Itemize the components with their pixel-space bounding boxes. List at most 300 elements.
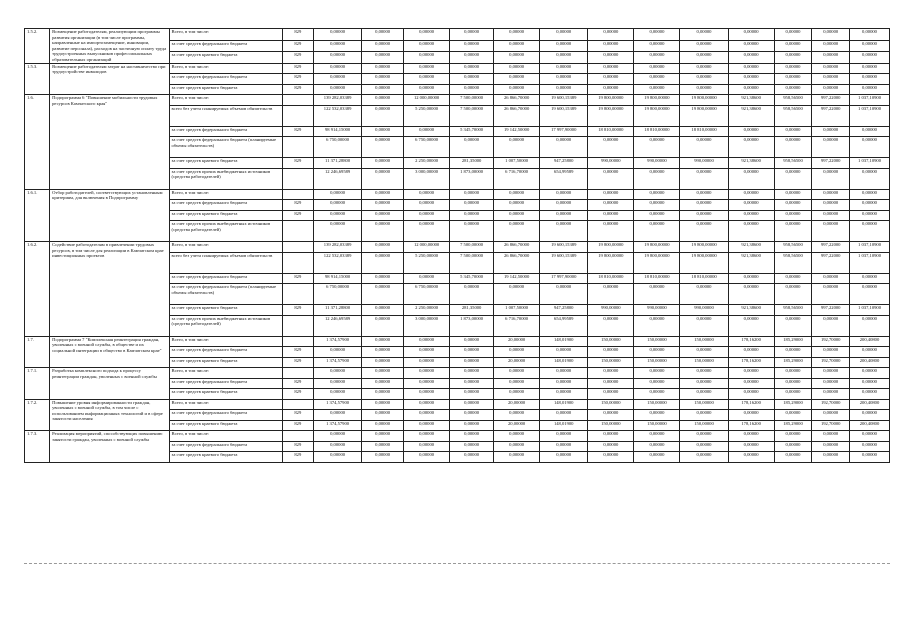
amount-cell: 19 600,15389 (540, 95, 588, 106)
budget-code (282, 368, 313, 379)
amount-cell: 0,00000 (494, 40, 540, 52)
amount-cell: 185,29000 (774, 336, 812, 347)
amount-cell: 19 800,00000 (634, 242, 680, 253)
amount-cell: 26 866,70000 (494, 252, 540, 273)
amount-cell: 18 810,00000 (634, 126, 680, 137)
amount-cell: 0,00000 (774, 389, 812, 400)
amount-cell: 0,00000 (728, 63, 774, 74)
amount-cell: 18 810,00000 (588, 126, 634, 137)
amount-cell: 0,00000 (634, 137, 680, 158)
amount-cell: 2 250,00000 (404, 305, 450, 316)
budget-code: 829 (282, 378, 313, 389)
amount-cell: 0,00000 (728, 40, 774, 52)
amount-cell: 0,00000 (812, 452, 850, 463)
funding-source: за счет средств федерального бюджета (169, 378, 282, 389)
amount-cell: 0,00000 (774, 40, 812, 52)
budget-code (282, 315, 313, 336)
amount-cell: 0,00000 (450, 200, 494, 211)
amount-cell: 6 750,00000 (314, 284, 362, 305)
funding-source: за счет средств федерального бюджета (планируемые объемы обязательств) (169, 284, 282, 305)
amount-cell: 18 810,00000 (634, 273, 680, 284)
amount-cell: 0,00000 (450, 347, 494, 358)
amount-cell: 0,00000 (494, 441, 540, 452)
amount-cell: 921,38600 (728, 105, 774, 126)
funding-source: Всего, в том числе: (169, 63, 282, 74)
item-name: Разработка комплексного подхода к процессу реинтеграции граждан, уволенных с военной службы (50, 368, 169, 400)
funding-source: Всего, в том числе: (169, 29, 282, 41)
amount-cell: 0,00000 (680, 347, 728, 358)
amount-cell: 997,22000 (812, 305, 850, 316)
amount-cell: 947,25800 (540, 158, 588, 169)
budget-code: 829 (282, 420, 313, 431)
amount-cell: 0,00000 (774, 74, 812, 85)
amount-cell: 0,00000 (588, 431, 634, 442)
amount-cell: 0,00000 (588, 315, 634, 336)
amount-cell: 0,00000 (404, 74, 450, 85)
budget-code: 829 (282, 52, 313, 64)
funding-source: за счет средств прочих внебюджетных источников (средства работодателей) (169, 168, 282, 189)
budget-table-page (24, 28, 890, 463)
amount-cell: 19 800,00000 (680, 252, 728, 273)
amount-cell: 0,00000 (812, 63, 850, 74)
amount-cell: 921,38600 (728, 252, 774, 273)
amount-cell: 12 246,69589 (314, 168, 362, 189)
amount-cell: 0,00000 (728, 29, 774, 41)
amount-cell: 0,00000 (728, 452, 774, 463)
amount-cell: 0,00000 (404, 357, 450, 368)
amount-cell: 0,00000 (450, 389, 494, 400)
table-row (25, 189, 890, 200)
amount-cell: 0,00000 (634, 84, 680, 95)
amount-cell: 0,00000 (588, 84, 634, 95)
amount-cell: 0,00000 (450, 221, 494, 242)
amount-cell: 0,00000 (494, 452, 540, 463)
amount-cell: 0,00000 (540, 189, 588, 200)
amount-cell: 19 800,00000 (588, 105, 634, 126)
amount-cell: 98 914,15000 (314, 273, 362, 284)
amount-cell: 0,00000 (450, 420, 494, 431)
amount-cell: 0,00000 (362, 242, 404, 253)
amount-cell: 26 866,70000 (494, 105, 540, 126)
amount-cell: 0,00000 (450, 368, 494, 379)
amount-cell: 0,00000 (540, 29, 588, 41)
funding-source: за счет средств краевого бюджета (169, 210, 282, 221)
amount-cell: 997,22000 (812, 158, 850, 169)
amount-cell: 0,00000 (362, 273, 404, 284)
amount-cell: 0,00000 (728, 389, 774, 400)
amount-cell: 0,00000 (634, 347, 680, 358)
amount-cell: 0,00000 (774, 84, 812, 95)
amount-cell: 19 800,00000 (588, 252, 634, 273)
amount-cell: 0,00000 (812, 84, 850, 95)
amount-cell: 0,00000 (588, 52, 634, 64)
funding-source: за счет средств краевого бюджета (169, 389, 282, 400)
amount-cell: 0,00000 (404, 420, 450, 431)
amount-cell: 20,00000 (494, 399, 540, 410)
item-code: 1.6. (25, 95, 50, 190)
amount-cell: 6 716,70000 (494, 168, 540, 189)
amount-cell: 0,00000 (850, 74, 890, 85)
amount-cell: 0,00000 (450, 40, 494, 52)
amount-cell: 0,00000 (680, 410, 728, 421)
amount-cell: 150,00000 (680, 336, 728, 347)
budget-code (282, 168, 313, 189)
amount-cell: 0,00000 (850, 63, 890, 74)
amount-cell: 0,00000 (362, 368, 404, 379)
amount-cell: 19 800,00000 (634, 95, 680, 106)
amount-cell: 200,40800 (850, 357, 890, 368)
amount-cell: 921,38600 (728, 242, 774, 253)
funding-source: за счет средств федерального бюджета (169, 410, 282, 421)
amount-cell: 0,00000 (850, 189, 890, 200)
amount-cell: 0,00000 (540, 378, 588, 389)
amount-cell: 997,22000 (812, 242, 850, 253)
amount-cell: 0,00000 (774, 137, 812, 158)
amount-cell: 0,00000 (588, 137, 634, 158)
amount-cell: 0,00000 (362, 357, 404, 368)
amount-cell: 150,00000 (680, 420, 728, 431)
amount-cell: 958,56500 (774, 305, 812, 316)
amount-cell: 6 750,00000 (314, 137, 362, 158)
amount-cell: 0,00000 (774, 52, 812, 64)
amount-cell: 0,00000 (588, 200, 634, 211)
budget-code: 829 (282, 40, 313, 52)
budget-code: 829 (282, 126, 313, 137)
amount-cell: 0,00000 (362, 378, 404, 389)
amount-cell: 0,00000 (450, 441, 494, 452)
amount-cell: 1 007,50000 (494, 305, 540, 316)
amount-cell: 0,00000 (450, 284, 494, 305)
amount-cell: 0,00000 (850, 410, 890, 421)
table-row (25, 63, 890, 74)
item-code: 1.7.2. (25, 399, 50, 431)
amount-cell: 0,00000 (404, 210, 450, 221)
amount-cell: 0,00000 (728, 347, 774, 358)
amount-cell: 0,00000 (362, 40, 404, 52)
amount-cell: 0,00000 (634, 52, 680, 64)
item-name: Подпрограмма 7 "Комплексная реинтеграция граждан, уволенных с военной службы, в обществе и их социальной интеграции в общество в Камчатском крае" (50, 336, 169, 368)
amount-cell: 1 037,10900 (850, 105, 890, 126)
amount-cell: 0,00000 (680, 315, 728, 336)
amount-cell: 0,00000 (812, 431, 850, 442)
amount-cell: 0,00000 (812, 368, 850, 379)
amount-cell: 1 037,10900 (850, 242, 890, 253)
amount-cell: 0,00000 (728, 368, 774, 379)
amount-cell: 5 250,00000 (404, 252, 450, 273)
amount-cell: 0,00000 (362, 95, 404, 106)
amount-cell: 0,00000 (588, 210, 634, 221)
amount-cell: 0,00000 (450, 137, 494, 158)
amount-cell: 150,00000 (634, 336, 680, 347)
amount-cell: 0,00000 (728, 410, 774, 421)
amount-cell: 0,00000 (850, 452, 890, 463)
amount-cell: 20,00000 (494, 336, 540, 347)
amount-cell: 0,00000 (362, 420, 404, 431)
amount-cell: 281,35000 (450, 305, 494, 316)
amount-cell: 0,00000 (850, 378, 890, 389)
amount-cell: 150,00000 (634, 420, 680, 431)
funding-source: за счет средств краевого бюджета (169, 158, 282, 169)
budget-code (282, 242, 313, 253)
amount-cell: 0,00000 (314, 40, 362, 52)
amount-cell: 0,00000 (588, 378, 634, 389)
amount-cell: 0,00000 (634, 284, 680, 305)
amount-cell: 19 600,15389 (540, 252, 588, 273)
amount-cell: 19 800,00000 (680, 105, 728, 126)
amount-cell: 0,00000 (450, 210, 494, 221)
amount-cell: 178,16200 (728, 420, 774, 431)
item-name: Реализация мероприятий, способствующих повышению занятости граждан, уволенных с военной службы (50, 431, 169, 463)
amount-cell: 0,00000 (680, 452, 728, 463)
amount-cell: 0,00000 (634, 40, 680, 52)
amount-cell: 0,00000 (404, 452, 450, 463)
amount-cell: 0,00000 (494, 74, 540, 85)
amount-cell: 0,00000 (634, 410, 680, 421)
funding-source: Всего, в том числе: (169, 336, 282, 347)
funding-source: Всего, в том числе: (169, 431, 282, 442)
amount-cell: 17 997,90000 (540, 126, 588, 137)
funding-source: за счет средств федерального бюджета (169, 441, 282, 452)
amount-cell: 0,00000 (494, 137, 540, 158)
amount-cell: 0,00000 (540, 40, 588, 52)
amount-cell: 0,00000 (680, 210, 728, 221)
amount-cell: 0,00000 (812, 284, 850, 305)
amount-cell: 0,00000 (450, 189, 494, 200)
amount-cell: 19 142,50000 (494, 273, 540, 284)
amount-cell: 0,00000 (728, 137, 774, 158)
amount-cell: 0,00000 (774, 368, 812, 379)
amount-cell: 19 800,00000 (634, 105, 680, 126)
amount-cell: 19 800,00000 (588, 95, 634, 106)
amount-cell: 997,22000 (812, 95, 850, 106)
amount-cell: 0,00000 (774, 126, 812, 137)
amount-cell: 0,00000 (404, 431, 450, 442)
funding-source: Всего, в том числе: (169, 399, 282, 410)
budget-code: 829 (282, 84, 313, 95)
amount-cell: 5 345,70000 (450, 273, 494, 284)
amount-cell: 0,00000 (404, 441, 450, 452)
budget-code: 829 (282, 305, 313, 316)
amount-cell: 0,00000 (404, 410, 450, 421)
amount-cell: 17 997,90000 (540, 273, 588, 284)
amount-cell: 0,00000 (362, 252, 404, 273)
amount-cell: 0,00000 (812, 29, 850, 41)
amount-cell: 0,00000 (774, 378, 812, 389)
amount-cell: 1 037,10900 (850, 305, 890, 316)
amount-cell: 0,00000 (314, 378, 362, 389)
amount-cell: 0,00000 (728, 52, 774, 64)
amount-cell: 958,56500 (774, 95, 812, 106)
amount-cell: 990,00000 (634, 305, 680, 316)
amount-cell: 19 600,15389 (540, 105, 588, 126)
amount-cell: 0,00000 (812, 347, 850, 358)
budget-code: 829 (282, 347, 313, 358)
budget-code: 829 (282, 441, 313, 452)
amount-cell: 0,00000 (494, 284, 540, 305)
budget-table-body (25, 29, 890, 463)
amount-cell: 1 007,50000 (494, 158, 540, 169)
item-code: 1.6.2. (25, 242, 50, 337)
item-name: Возмещение работодателям, реализующим программы развития организации (в том числе программы, направленные на импортозамещение, инновации, развитие персонала), расходов на частичную оплату труда трудоустроенных выпускников профессиональных образовательных организаций (50, 29, 169, 64)
amount-cell: 0,00000 (362, 284, 404, 305)
amount-cell: 0,00000 (362, 305, 404, 316)
item-code: 1.5.2. (25, 29, 50, 64)
amount-cell: 0,00000 (494, 189, 540, 200)
amount-cell: 0,00000 (634, 200, 680, 211)
amount-cell: 0,00000 (362, 74, 404, 85)
budget-code: 829 (282, 273, 313, 284)
amount-cell: 178,16200 (728, 399, 774, 410)
amount-cell: 0,00000 (588, 410, 634, 421)
amount-cell: 0,00000 (812, 273, 850, 284)
amount-cell: 200,40800 (850, 420, 890, 431)
item-code: 1.7.1. (25, 368, 50, 400)
amount-cell: 958,56500 (774, 242, 812, 253)
amount-cell: 0,00000 (540, 210, 588, 221)
funding-source: Всего, в том числе: (169, 368, 282, 379)
amount-cell: 0,00000 (540, 368, 588, 379)
budget-code (282, 189, 313, 200)
amount-cell: 0,00000 (588, 189, 634, 200)
item-name: Повышение уровня информированности граждан, уволенных с военной службы, в том числе с использованием информационных технологий и в сфере занятости населения (50, 399, 169, 431)
table-row (25, 336, 890, 347)
amount-cell: 0,00000 (314, 431, 362, 442)
funding-source: всего без учета планируемых объемов обязательств (169, 252, 282, 273)
amount-cell: 26 866,70000 (494, 242, 540, 253)
amount-cell: 0,00000 (314, 389, 362, 400)
amount-cell: 178,16200 (728, 357, 774, 368)
amount-cell: 0,00000 (450, 452, 494, 463)
amount-cell: 0,00000 (314, 347, 362, 358)
amount-cell: 0,00000 (812, 210, 850, 221)
amount-cell: 3 000,00000 (404, 315, 450, 336)
amount-cell: 0,00000 (850, 441, 890, 452)
amount-cell: 0,00000 (450, 410, 494, 421)
amount-cell: 0,00000 (774, 189, 812, 200)
amount-cell: 98 914,15000 (314, 126, 362, 137)
amount-cell: 0,00000 (728, 315, 774, 336)
amount-cell: 0,00000 (774, 210, 812, 221)
amount-cell: 2 250,00000 (404, 158, 450, 169)
amount-cell: 0,00000 (404, 63, 450, 74)
amount-cell: 122 532,03389 (314, 252, 362, 273)
amount-cell: 200,40800 (850, 336, 890, 347)
amount-cell: 0,00000 (774, 168, 812, 189)
amount-cell: 0,00000 (850, 368, 890, 379)
budget-code: 829 (282, 158, 313, 169)
amount-cell: 0,00000 (404, 273, 450, 284)
amount-cell: 0,00000 (634, 441, 680, 452)
amount-cell: 0,00000 (680, 29, 728, 41)
budget-code: 829 (282, 63, 313, 74)
amount-cell: 1 037,10900 (850, 95, 890, 106)
amount-cell: 0,00000 (450, 399, 494, 410)
amount-cell: 0,00000 (850, 273, 890, 284)
amount-cell: 0,00000 (774, 431, 812, 442)
amount-cell: 26 866,70000 (494, 95, 540, 106)
amount-cell: 0,00000 (540, 200, 588, 211)
amount-cell: 0,00000 (362, 336, 404, 347)
amount-cell: 0,00000 (680, 189, 728, 200)
budget-code: 829 (282, 29, 313, 41)
amount-cell: 0,00000 (588, 441, 634, 452)
amount-cell: 148,01900 (540, 420, 588, 431)
amount-cell: 20,00000 (494, 420, 540, 431)
amount-cell: 958,56500 (774, 158, 812, 169)
amount-cell: 150,00000 (634, 357, 680, 368)
table-row (25, 368, 890, 379)
amount-cell: 1 374,57900 (314, 420, 362, 431)
amount-cell: 0,00000 (362, 441, 404, 452)
amount-cell: 1 037,10900 (850, 158, 890, 169)
amount-cell: 0,00000 (680, 137, 728, 158)
amount-cell: 0,00000 (728, 200, 774, 211)
budget-code (282, 284, 313, 305)
amount-cell: 0,00000 (362, 452, 404, 463)
amount-cell: 0,00000 (314, 452, 362, 463)
amount-cell: 19 800,00000 (680, 242, 728, 253)
amount-cell: 0,00000 (774, 410, 812, 421)
amount-cell: 0,00000 (634, 389, 680, 400)
amount-cell: 0,00000 (540, 137, 588, 158)
amount-cell: 0,00000 (774, 200, 812, 211)
amount-cell: 0,00000 (680, 168, 728, 189)
amount-cell: 150,00000 (588, 420, 634, 431)
amount-cell: 0,00000 (774, 29, 812, 41)
amount-cell: 0,00000 (588, 29, 634, 41)
budget-code: 829 (282, 452, 313, 463)
amount-cell: 0,00000 (362, 347, 404, 358)
amount-cell: 18 810,00000 (588, 273, 634, 284)
amount-cell: 0,00000 (494, 63, 540, 74)
amount-cell: 0,00000 (588, 40, 634, 52)
amount-cell: 178,16200 (728, 336, 774, 347)
amount-cell: 0,00000 (362, 63, 404, 74)
amount-cell: 0,00000 (774, 63, 812, 74)
amount-cell: 0,00000 (362, 126, 404, 137)
amount-cell: 1 374,57900 (314, 336, 362, 347)
amount-cell: 0,00000 (634, 368, 680, 379)
item-name: Подпрограмма 6 "Повышение мобильности трудовых ресурсов Камчатского края" (50, 95, 169, 190)
item-code: 1.7. (25, 336, 50, 368)
amount-cell: 0,00000 (314, 368, 362, 379)
amount-cell: 0,00000 (680, 378, 728, 389)
amount-cell: 0,00000 (774, 452, 812, 463)
amount-cell: 0,00000 (450, 52, 494, 64)
amount-cell: 0,00000 (680, 74, 728, 85)
amount-cell: 192,70000 (812, 420, 850, 431)
amount-cell: 185,29000 (774, 357, 812, 368)
amount-cell: 0,00000 (634, 378, 680, 389)
page-bottom-rule (24, 563, 890, 564)
funding-source: за счет средств федерального бюджета (169, 347, 282, 358)
amount-cell: 0,00000 (362, 137, 404, 158)
budget-code (282, 252, 313, 273)
amount-cell: 281,35000 (450, 158, 494, 169)
amount-cell: 0,00000 (494, 210, 540, 221)
budget-code: 829 (282, 389, 313, 400)
amount-cell: 150,00000 (634, 399, 680, 410)
budget-table (24, 28, 890, 463)
table-row (25, 29, 890, 41)
item-code: 1.7.3. (25, 431, 50, 463)
amount-cell: 0,00000 (774, 284, 812, 305)
amount-cell: 0,00000 (362, 84, 404, 95)
amount-cell: 122 532,03389 (314, 105, 362, 126)
amount-cell: 0,00000 (680, 200, 728, 211)
amount-cell: 0,00000 (362, 315, 404, 336)
amount-cell: 0,00000 (812, 315, 850, 336)
